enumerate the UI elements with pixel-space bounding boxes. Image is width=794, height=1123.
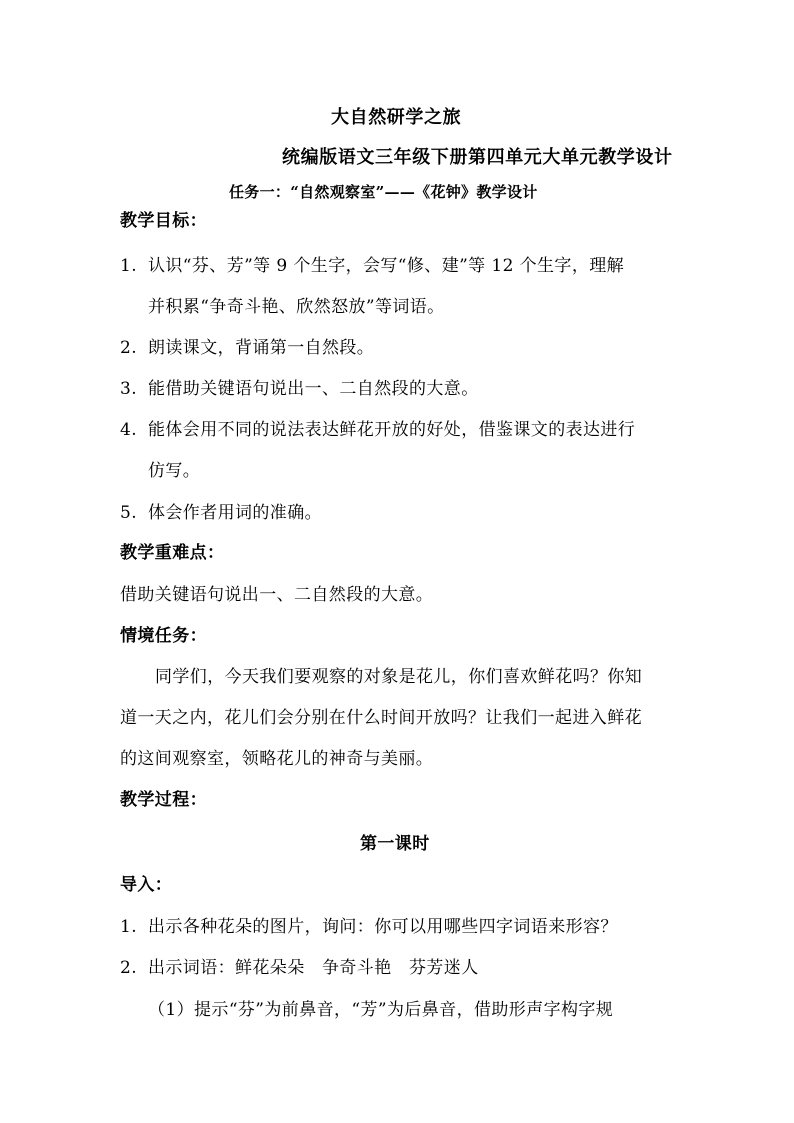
goal-item-2 — [120, 337, 374, 359]
task-title: 任务一：“自然观察室”——《花钟》教学设计 — [229, 183, 538, 201]
goals-heading: 教学目标： — [120, 211, 207, 231]
goal-item-1 — [120, 255, 624, 277]
goal-item-4 — [120, 419, 635, 441]
step-number: 1. — [120, 917, 138, 937]
goal-text: 体会作者用词的准确。 — [148, 503, 322, 523]
doc-subtitle: 统编版语文三年级下册第四单元大单元教学设计 — [282, 147, 673, 168]
goal-number: 5. — [120, 503, 138, 523]
intro-step-2 — [120, 957, 479, 979]
intro-heading: 导入： — [120, 875, 173, 895]
goal-text: 能借助关键语句说出一、二自然段的大意。 — [148, 379, 479, 399]
goal-number: 2. — [120, 338, 138, 358]
goal-text: 朗读课文，背诵第一自然段。 — [148, 338, 375, 358]
goal-number: 4. — [120, 420, 138, 440]
step-text: 出示各种花朵的图片，询问：你可以用哪些四字词语来形容？ — [148, 917, 618, 937]
goal-text: 能体会用不同的说法表达鲜花开放的好处，借鉴课文的表达进行 — [148, 420, 636, 440]
step-text: 出示词语：鲜花朵朵 争奇斗艳 芬芳迷人 — [148, 958, 479, 978]
intro-step-1 — [120, 916, 618, 938]
intro-step-2-sub: （1）提示“芬”为前鼻音，“芳”为后鼻音，借助形声字构字规 — [148, 1000, 614, 1020]
difficulty-heading: 教学重难点： — [120, 543, 225, 563]
goal-text: 认识“芬、芳”等 9 个生字，会写“修、建”等 12 个生字，理解 — [148, 256, 625, 276]
goal-item-1-cont: 并积累“争奇斗艳、欣然怒放”等词语。 — [148, 297, 445, 317]
scenario-heading: 情境任务： — [120, 626, 207, 646]
doc-title: 大自然研学之旅 — [331, 107, 462, 128]
difficulty-text: 借助关键语句说出一、二自然段的大意。 — [120, 585, 434, 605]
goal-number: 3. — [120, 379, 138, 399]
step-number: 2. — [120, 958, 138, 978]
goal-item-3 — [120, 378, 479, 400]
goal-item-4-cont: 仿写。 — [148, 461, 201, 481]
goal-number: 1. — [120, 256, 138, 276]
goal-item-5 — [120, 502, 322, 524]
scenario-line-2: 道一天之内，花儿们会分别在什么时间开放吗？让我们一起进入鲜花 — [120, 708, 642, 728]
scenario-line-1: 同学们，今天我们要观察的对象是花儿，你们喜欢鲜花吗？你知 — [155, 667, 643, 687]
process-heading: 教学过程： — [120, 790, 207, 810]
scenario-line-3: 的这间观察室，领略花儿的神奇与美丽。 — [120, 749, 434, 769]
lesson-title: 第一课时 — [360, 834, 430, 854]
